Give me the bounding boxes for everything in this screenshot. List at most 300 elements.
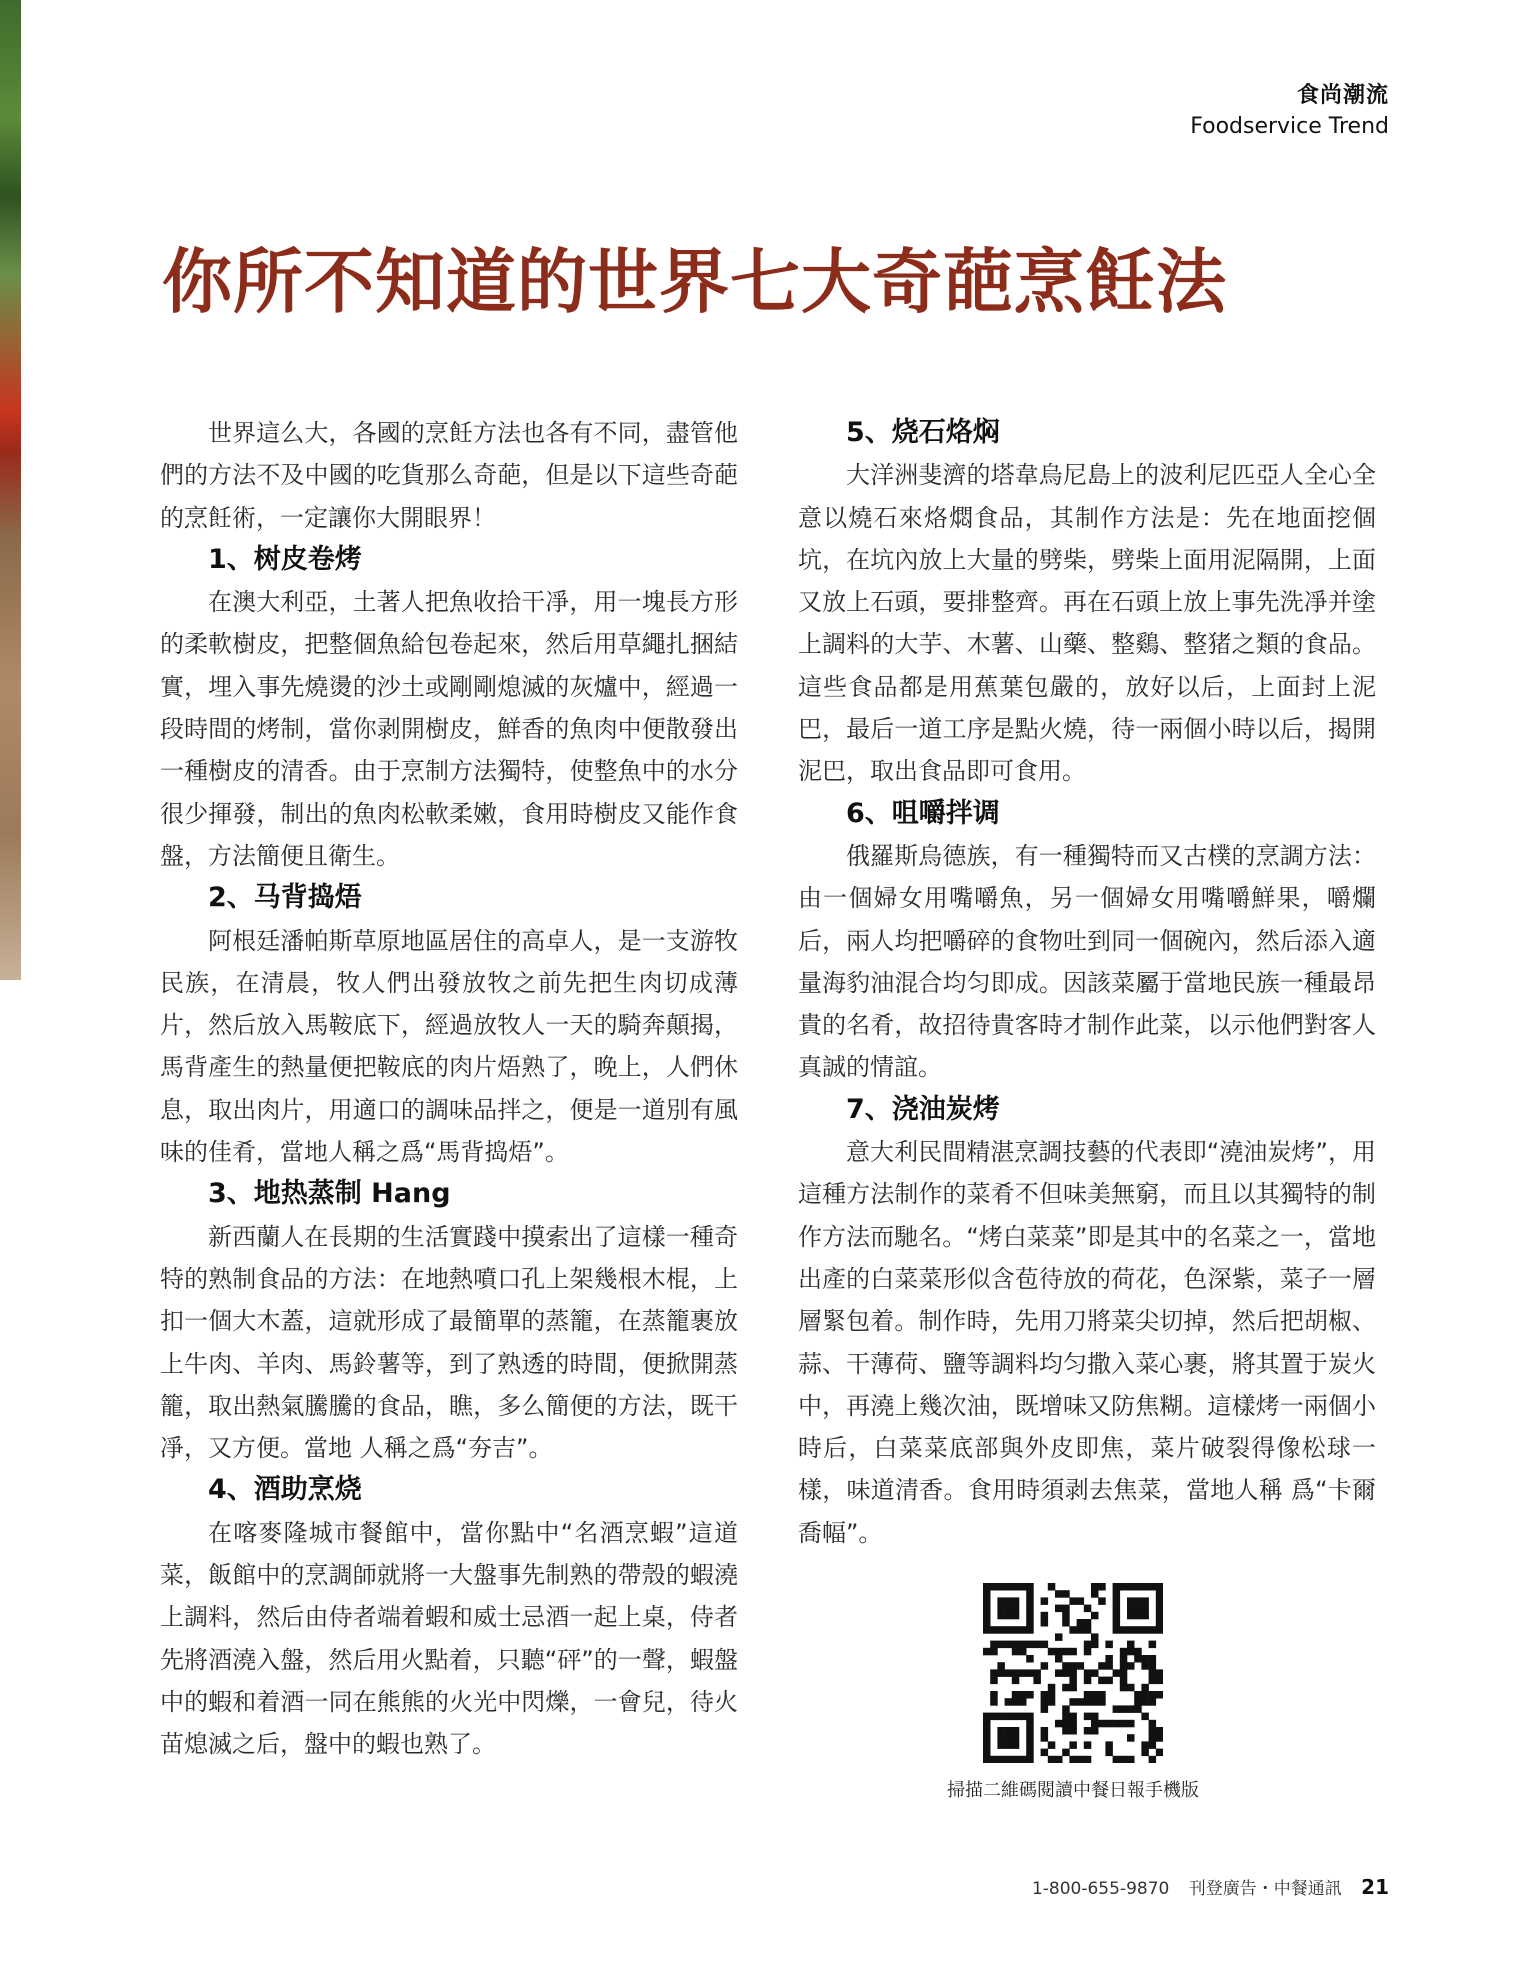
qr-module (1091, 1713, 1099, 1721)
intro-paragraph: 世界這么大，各國的烹飪方法也各有不同，盡管他們的方法不及中國的吃貨那么奇葩，但是以下這些奇葩的烹飪術，一定讓你大開眼界！ (160, 419, 738, 532)
qr-module (1019, 1626, 1027, 1634)
qr-module (1005, 1698, 1013, 1706)
qr-module (1005, 1626, 1013, 1634)
qr-module (1026, 1741, 1034, 1749)
qr-module (1055, 1720, 1063, 1728)
qr-module (1026, 1583, 1034, 1591)
qr-module (1005, 1741, 1013, 1749)
qr-module (1033, 1641, 1041, 1649)
qr-module (1048, 1691, 1056, 1699)
qr-module (1141, 1626, 1149, 1634)
qr-module (1127, 1641, 1135, 1649)
qr-module (1091, 1612, 1099, 1620)
qr-module (1026, 1619, 1034, 1627)
qr-module (997, 1734, 1005, 1742)
qr-module (1120, 1756, 1128, 1763)
qr-module (1041, 1734, 1049, 1742)
qr-module (1141, 1583, 1149, 1591)
qr-module (997, 1612, 1005, 1620)
qr-module (1012, 1734, 1020, 1742)
qr-module (997, 1727, 1005, 1735)
qr-module (1134, 1648, 1142, 1656)
qr-module (990, 1691, 998, 1699)
qr-module (1012, 1583, 1020, 1591)
section-body: 新西蘭人在長期的生活實踐中摸索出了這樣一種奇特的熟制食品的方法：在地熱噴口孔上架幾根木棍，上扣一個大木蓋，這就形成了最簡單的蒸籠，在蒸籠裹放上牛肉、羊肉、馬鈴薯等，到了熟透的時間，便掀開蒸籠，取出熱氣騰騰的食品，瞧，多么簡便的方法，既干凈，又方便。當地 人稱之爲“夯吉”。 (160, 1222, 738, 1463)
qr-module (1041, 1705, 1049, 1713)
qr-module (1055, 1590, 1063, 1598)
qr-module (983, 1626, 991, 1634)
qr-module (1077, 1756, 1085, 1763)
qr-module (1149, 1655, 1157, 1663)
qr-module (983, 1612, 991, 1620)
qr-module (1113, 1756, 1121, 1763)
qr-module (1149, 1662, 1157, 1670)
qr-module (1019, 1641, 1027, 1649)
qr-module (1084, 1756, 1092, 1763)
qr-module (1069, 1727, 1077, 1735)
qr-module (1091, 1583, 1099, 1591)
qr-module (1134, 1698, 1142, 1706)
qr-module (1084, 1648, 1092, 1656)
qr-module (1084, 1619, 1092, 1627)
qr-module (1055, 1633, 1063, 1641)
qr-module (983, 1590, 991, 1598)
qr-caption: 掃描二維碼閱讀中餐日報手機版 (947, 1780, 1199, 1801)
section-heading: 2、马背捣焐 (208, 882, 362, 914)
qr-module (1149, 1641, 1157, 1649)
qr-module (1113, 1619, 1121, 1627)
qr-module (1026, 1669, 1034, 1677)
qr-module (1134, 1705, 1142, 1713)
qr-module (1012, 1612, 1020, 1620)
qr-module (1149, 1691, 1157, 1699)
qr-module (1005, 1641, 1013, 1649)
qr-module (1077, 1626, 1085, 1634)
section-label-chinese: 食尚潮流 (1296, 83, 1389, 108)
qr-module (1012, 1648, 1020, 1656)
qr-module (983, 1648, 991, 1656)
qr-module (1091, 1633, 1099, 1641)
qr-module (1026, 1590, 1034, 1598)
qr-module (1084, 1641, 1092, 1649)
article-column-right (798, 412, 1376, 1554)
qr-module (990, 1669, 998, 1677)
qr-module (1098, 1720, 1106, 1728)
qr-module (1069, 1648, 1077, 1656)
qr-module (1077, 1698, 1085, 1706)
qr-module (1055, 1655, 1063, 1663)
qr-module (1041, 1698, 1049, 1706)
qr-module (1098, 1662, 1106, 1670)
section-body: 俄羅斯烏德族，有一種獨特而又古樸的烹調方法：由一個婦女用嘴嚼魚，另一個婦女用嘴嚼鮮果，嚼爛后，兩人均把嚼碎的食物吐到同一個碗內，然后添入適量海豹油混合均匀即成。因該菜屬于當地民族一種最昂貴的名肴，故招待貴客時才制作此菜，以示他們對客人真誠的情誼。 (798, 841, 1376, 1082)
qr-module (990, 1583, 998, 1591)
qr-module (1120, 1669, 1128, 1677)
qr-module (1069, 1677, 1077, 1685)
qr-module (1091, 1727, 1099, 1735)
qr-module (1156, 1597, 1163, 1605)
qr-module (1105, 1662, 1113, 1670)
qr-module (1055, 1605, 1063, 1613)
qr-module (1098, 1698, 1106, 1706)
qr-module (1062, 1612, 1070, 1620)
qr-module (1141, 1741, 1149, 1749)
qr-module (997, 1626, 1005, 1634)
section-heading: 6、咀嚼拌调 (846, 797, 1000, 829)
qr-module (1041, 1612, 1049, 1620)
qr-module (1105, 1749, 1113, 1757)
qr-module (990, 1713, 998, 1721)
qr-module (1105, 1655, 1113, 1663)
qr-module (1098, 1583, 1106, 1591)
qr-module (1105, 1641, 1113, 1649)
qr-module (983, 1619, 991, 1627)
qr-module (1127, 1734, 1135, 1742)
qr-module (1062, 1705, 1070, 1713)
qr-module (1041, 1597, 1049, 1605)
qr-module (1048, 1741, 1056, 1749)
section-heading: 4、酒助烹烧 (208, 1474, 362, 1506)
qr-module (1005, 1605, 1013, 1613)
qr-module (1091, 1720, 1099, 1728)
qr-module (990, 1698, 998, 1706)
qr-module (1113, 1590, 1121, 1598)
qr-module (1041, 1619, 1049, 1627)
qr-module (1134, 1597, 1142, 1605)
qr-module (1026, 1612, 1034, 1620)
footer-phone: 1-800-655-9870 (1031, 1879, 1170, 1899)
qr-module (1084, 1713, 1092, 1721)
qr-module (1134, 1691, 1142, 1699)
qr-module (1033, 1669, 1041, 1677)
decorative-photo-edge (0, 0, 21, 980)
qr-module (1041, 1691, 1049, 1699)
article-title: 你所不知道的世界七大奇葩烹飪法 (162, 240, 1227, 323)
qr-module (1012, 1691, 1020, 1699)
qr-module (1156, 1605, 1163, 1613)
qr-module (1062, 1619, 1070, 1627)
qr-module (1149, 1626, 1157, 1634)
qr-module (1156, 1619, 1163, 1627)
qr-module (1091, 1590, 1099, 1598)
qr-module (1120, 1720, 1128, 1728)
qr-module (1048, 1684, 1056, 1692)
qr-module (1069, 1713, 1077, 1721)
qr-module (1134, 1626, 1142, 1634)
qr-module (1156, 1691, 1163, 1699)
qr-module (1012, 1677, 1020, 1685)
page-footer (1032, 1874, 1389, 1899)
qr-module (1141, 1655, 1149, 1663)
qr-module (1019, 1756, 1027, 1763)
qr-module (997, 1741, 1005, 1749)
qr-module (1105, 1677, 1113, 1685)
qr-module (1105, 1720, 1113, 1728)
qr-module (1091, 1641, 1099, 1649)
qr-module (1026, 1713, 1034, 1721)
qr-module (983, 1727, 991, 1735)
section-heading: 3、地热蒸制 Hang (208, 1178, 451, 1210)
section-body: 大洋洲斐濟的塔韋烏尼島上的波利尼匹亞人全心全意以燒石來烙燜食品，其制作方法是：先在地面挖個坑，在坑內放上大量的劈柴，劈柴上面用泥隔開，上面又放上石頭，要排整齊。再在石頭上放上事先洗凈并塗上調料的大芋、木薯、山藥、整鷄、整猪之類的食品。這些食品都是用蕉葉包嚴的，放好以后，上面封上泥巴，最后一道工序是點火燒，待一兩個小時以后，揭開泥巴，取出食品即可食用。 (798, 461, 1376, 786)
qr-module (1012, 1713, 1020, 1721)
qr-module (1098, 1597, 1106, 1605)
qr-module (1127, 1583, 1135, 1591)
qr-module (997, 1669, 1005, 1677)
qr-module (997, 1662, 1005, 1670)
qr-module (1134, 1583, 1142, 1591)
qr-module (983, 1756, 991, 1763)
qr-module (983, 1720, 991, 1728)
qr-module (990, 1648, 998, 1656)
qr-module (1048, 1583, 1056, 1591)
qr-module (997, 1597, 1005, 1605)
qr-module (1012, 1605, 1020, 1613)
qr-module (1069, 1669, 1077, 1677)
qr-module (1149, 1669, 1157, 1677)
qr-module (1127, 1648, 1135, 1656)
qr-module (1156, 1749, 1163, 1757)
qr-module (1127, 1684, 1135, 1692)
qr-module (983, 1749, 991, 1757)
qr-module (1084, 1605, 1092, 1613)
qr-module (1084, 1677, 1092, 1685)
qr-module (1134, 1655, 1142, 1663)
qr-module (1005, 1583, 1013, 1591)
qr-module (1156, 1677, 1163, 1685)
qr-module (1062, 1713, 1070, 1721)
qr-module (1019, 1648, 1027, 1656)
qr-module (983, 1713, 991, 1721)
qr-module (1149, 1756, 1157, 1763)
page-number: 21 (1361, 1875, 1389, 1899)
qr-module (1069, 1662, 1077, 1670)
qr-module (1005, 1669, 1013, 1677)
qr-module (1141, 1605, 1149, 1613)
qr-module (1156, 1669, 1163, 1677)
qr-module (1113, 1612, 1121, 1620)
section-body: 阿根廷潘帕斯草原地區居住的高卓人，是一支游牧民族，在清晨，牧人們出發放牧之前先把生肉切成薄片，然后放入馬鞍底下，經過放牧人一天的騎奔顛揭，馬背產生的熱量便把鞍底的肉片焐熟了，晚上，人們休息，取出肉片，用適口的調味品拌之，便是一道別有風味的佳肴，當地人稱之爲“馬背捣焐”。 (160, 926, 738, 1167)
qr-module (1113, 1583, 1121, 1591)
qr-module (1062, 1662, 1070, 1670)
qr-module (1156, 1727, 1163, 1735)
qr-module (1084, 1626, 1092, 1634)
qr-module (1069, 1741, 1077, 1749)
qr-module (1005, 1734, 1013, 1742)
qr-module (990, 1756, 998, 1763)
qr-module (1026, 1734, 1034, 1742)
qr-code[interactable] (983, 1583, 1163, 1763)
qr-module (983, 1734, 991, 1742)
qr-module (1062, 1684, 1070, 1692)
qr-module (1141, 1662, 1149, 1670)
qr-module (1141, 1713, 1149, 1721)
qr-module (1127, 1605, 1135, 1613)
qr-module (1048, 1698, 1056, 1706)
qr-module (1113, 1720, 1121, 1728)
qr-module (1120, 1648, 1128, 1656)
qr-module (1127, 1597, 1135, 1605)
qr-module (1113, 1705, 1121, 1713)
qr-module (1005, 1713, 1013, 1721)
qr-module (1113, 1626, 1121, 1634)
qr-module (1120, 1662, 1128, 1670)
qr-module (1026, 1756, 1034, 1763)
qr-module (990, 1641, 998, 1649)
qr-module (997, 1641, 1005, 1649)
footer-publication: 刊登廣告・中餐通訊 (1188, 1879, 1342, 1899)
qr-module (990, 1626, 998, 1634)
section-heading: 7、浇油炭烤 (846, 1093, 1000, 1125)
qr-module (1156, 1590, 1163, 1598)
qr-module (1156, 1612, 1163, 1620)
qr-module (1149, 1720, 1157, 1728)
qr-module (1012, 1641, 1020, 1649)
qr-module (1120, 1705, 1128, 1713)
qr-module (1091, 1669, 1099, 1677)
qr-module (1105, 1741, 1113, 1749)
qr-module (983, 1605, 991, 1613)
qr-module (983, 1597, 991, 1605)
qr-module (1134, 1605, 1142, 1613)
qr-module (1077, 1619, 1085, 1627)
qr-module (1091, 1691, 1099, 1699)
qr-module (1084, 1727, 1092, 1735)
qr-module (997, 1605, 1005, 1613)
section-label-english: Foodservice Trend (1190, 114, 1389, 139)
qr-module (1019, 1669, 1027, 1677)
qr-module (1062, 1727, 1070, 1735)
qr-module (1026, 1626, 1034, 1634)
qr-module (1127, 1626, 1135, 1634)
qr-module (1041, 1662, 1049, 1670)
qr-module (1127, 1705, 1135, 1713)
qr-module (1077, 1662, 1085, 1670)
qr-module (1055, 1648, 1063, 1656)
qr-module (983, 1583, 991, 1591)
qr-module (1012, 1756, 1020, 1763)
qr-module (1012, 1727, 1020, 1735)
qr-module (1026, 1641, 1034, 1649)
qr-module (1120, 1626, 1128, 1634)
qr-module (1019, 1713, 1027, 1721)
qr-module (1005, 1727, 1013, 1735)
qr-module (1141, 1691, 1149, 1699)
section-heading: 1、树皮卷烤 (208, 543, 362, 575)
qr-module (1048, 1756, 1056, 1763)
qr-module (1069, 1720, 1077, 1728)
article-column-left (160, 412, 738, 1766)
qr-module (1141, 1698, 1149, 1706)
qr-module (1041, 1641, 1049, 1649)
qr-module (1041, 1727, 1049, 1735)
qr-module (1113, 1597, 1121, 1605)
qr-module (1062, 1720, 1070, 1728)
qr-module (1127, 1662, 1135, 1670)
qr-module (1012, 1626, 1020, 1634)
qr-module (1005, 1612, 1013, 1620)
qr-module (1026, 1727, 1034, 1735)
qr-module (1156, 1734, 1163, 1742)
qr-module (1062, 1648, 1070, 1656)
qr-module (1084, 1691, 1092, 1699)
qr-module (1069, 1756, 1077, 1763)
qr-module (1012, 1597, 1020, 1605)
qr-code-graphic (983, 1583, 1163, 1763)
qr-module (1113, 1669, 1121, 1677)
qr-module (1019, 1691, 1027, 1699)
qr-module (1084, 1669, 1092, 1677)
qr-module (1026, 1605, 1034, 1613)
qr-module (1062, 1749, 1070, 1757)
qr-module (1069, 1626, 1077, 1634)
qr-module (1141, 1684, 1149, 1692)
section-body: 在喀麥隆城市餐館中，當你點中“名酒烹蝦”這道菜，飯館中的烹調師就將一大盤事先制熟的帶殼的蝦澆上調料，然后由侍者端着蝦和威士忌酒一起上桌，侍者先將酒澆入盤，然后用火點着，只聽“砰”的一聲，蝦盤中的蝦和着酒一同在熊熊的火光中閃爍，一會兒，待火苗熄滅之后，盤中的蝦也熟了。 (160, 1518, 738, 1759)
qr-module (1055, 1756, 1063, 1763)
qr-module (1012, 1741, 1020, 1749)
qr-module (1062, 1669, 1070, 1677)
qr-module (1062, 1590, 1070, 1598)
qr-module (1091, 1698, 1099, 1706)
qr-module (1120, 1655, 1128, 1663)
qr-module (1012, 1669, 1020, 1677)
qr-module (1005, 1756, 1013, 1763)
qr-module (1127, 1720, 1135, 1728)
qr-module (1019, 1698, 1027, 1706)
qr-module (1098, 1677, 1106, 1685)
qr-module (1069, 1684, 1077, 1692)
qr-module (1033, 1677, 1041, 1685)
qr-module (1026, 1655, 1034, 1663)
qr-module (1149, 1734, 1157, 1742)
section-heading: 5、烧石烙焖 (846, 417, 1000, 448)
qr-module (1084, 1698, 1092, 1706)
qr-module (1098, 1691, 1106, 1699)
qr-module (1069, 1698, 1077, 1706)
qr-module (1005, 1597, 1013, 1605)
qr-module (983, 1741, 991, 1749)
qr-module (1156, 1583, 1163, 1591)
qr-module (1041, 1749, 1049, 1757)
section-body: 意大利民間精湛烹調技藝的代表即“澆油炭烤”，用這種方法制作的菜肴不但味美無窮，而且以其獨特的制作方法而馳名。“烤白菜菜”即是其中的名菜之一，當地出產的白菜菜形似含苞待放的荷花，色深紫，菜子一層層緊包着。制作時，先用刀將菜尖切掉，然后把胡椒、蒜、干薄荷、鹽等調料均匀撒入菜心裹，將其置于炭火中，再澆上幾次油，既增味又防焦糊。這樣烤一兩個小時后，白菜菜底部與外皮即焦，菜片破裂得像松球一樣，味道清香。食用時須剥去焦菜，當地人稱 爲“卡爾喬幅”。 (798, 1138, 1376, 1547)
qr-module (997, 1583, 1005, 1591)
qr-module (1127, 1612, 1135, 1620)
qr-module (1149, 1583, 1157, 1591)
qr-module (1048, 1648, 1056, 1656)
qr-module (1077, 1597, 1085, 1605)
qr-module (1141, 1597, 1149, 1605)
section-body: 在澳大利亞，土著人把魚收拾干凈，用一塊長方形的柔軟樹皮，把整個魚給包卷起來，然后用草繩扎捆結實，埋入事先燒燙的沙土或剛剛熄滅的灰爐中，經過一段時間的烤制，當你剥開樹皮，鮮香的魚肉中便散發出一種樹皮的清香。由于烹制方法獨特，使整魚中的水分很少揮發，制出的魚肉松軟柔嫩，食用時樹皮又能作食盤，方法簡便且衛生。 (160, 588, 738, 870)
qr-module (1055, 1669, 1063, 1677)
qr-module (990, 1677, 998, 1685)
qr-module (1149, 1727, 1157, 1735)
qr-module (1120, 1583, 1128, 1591)
qr-module (1141, 1612, 1149, 1620)
qr-module (1113, 1605, 1121, 1613)
qr-module (1149, 1698, 1157, 1706)
qr-module (1149, 1741, 1157, 1749)
qr-module (1127, 1756, 1135, 1763)
qr-module (1026, 1749, 1034, 1757)
qr-module (1149, 1677, 1157, 1685)
qr-module (1120, 1684, 1128, 1692)
qr-module (1026, 1691, 1034, 1699)
qr-module (1084, 1741, 1092, 1749)
qr-module (1069, 1597, 1077, 1605)
qr-module (997, 1713, 1005, 1721)
qr-module (1141, 1749, 1149, 1757)
qr-module (1019, 1583, 1027, 1591)
qr-module (1012, 1698, 1020, 1706)
qr-module (1134, 1612, 1142, 1620)
